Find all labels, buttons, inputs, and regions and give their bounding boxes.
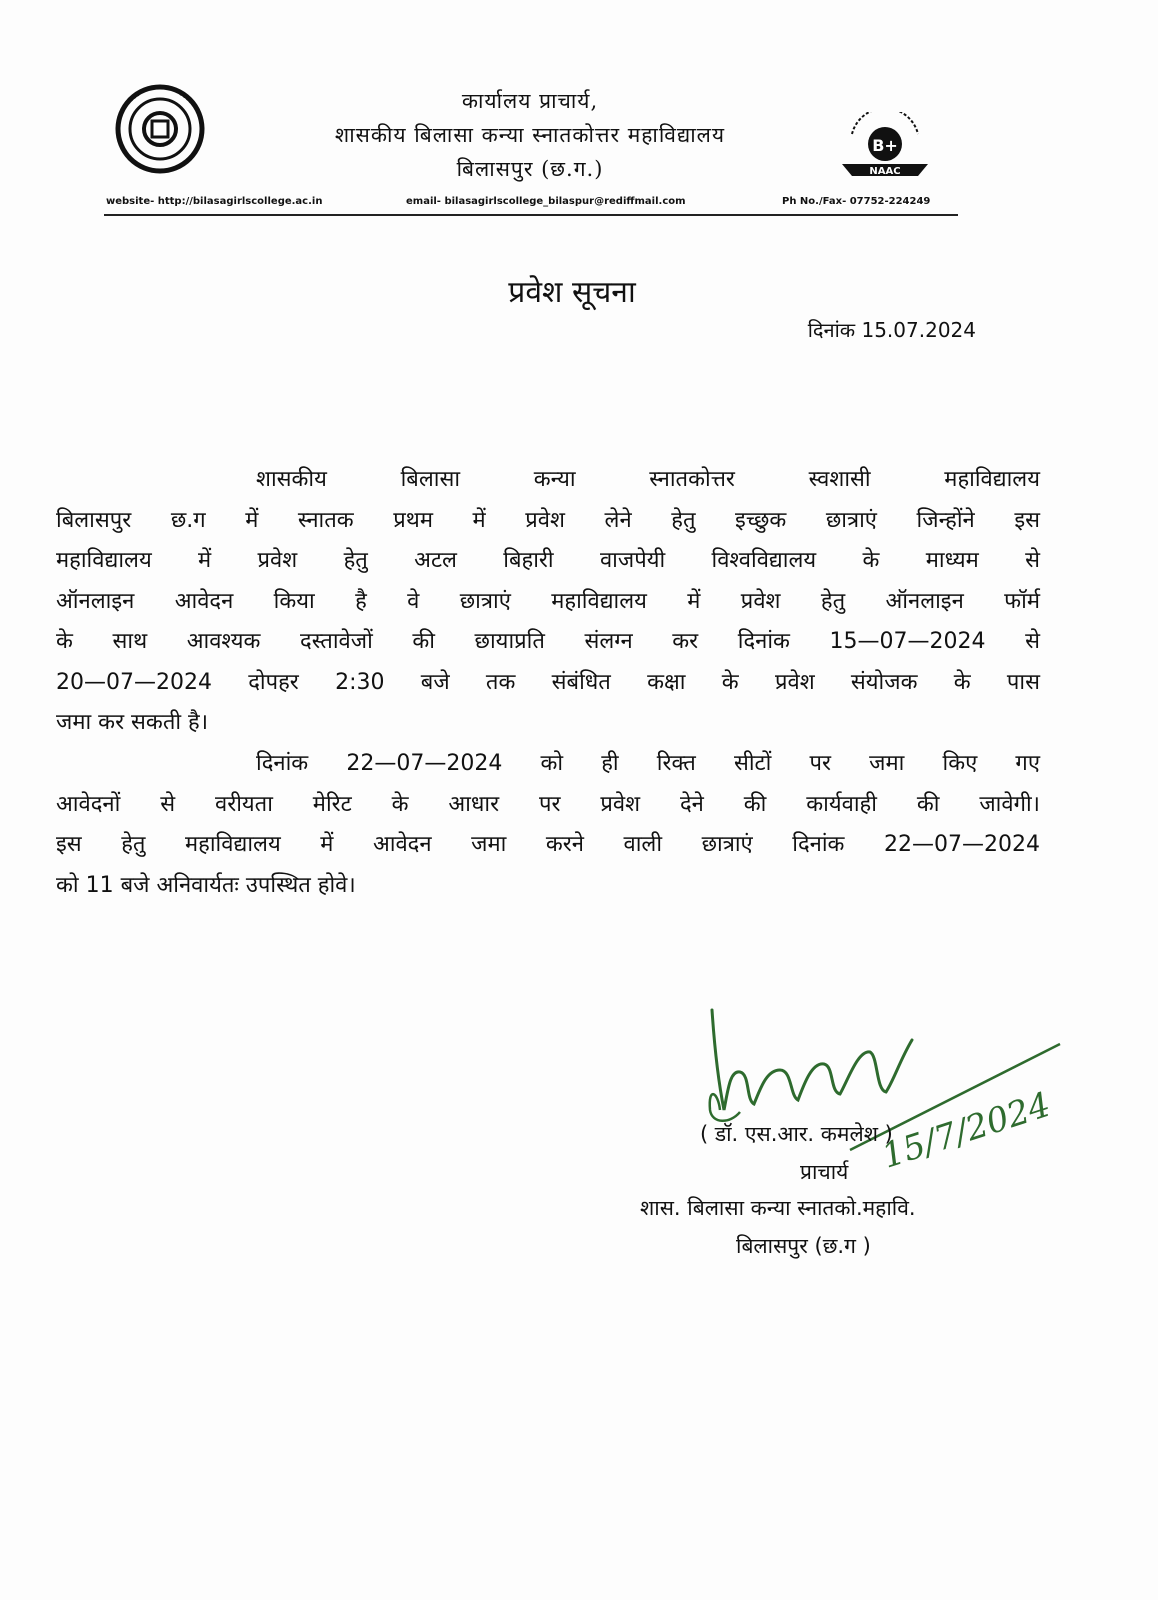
signatory-designation: प्राचार्य (800, 1160, 849, 1184)
phone-text: Ph No./Fax- 07752-224249 (782, 196, 931, 207)
email-text: email- bilasagirlscollege_bilaspur@rediffmail.com (406, 196, 686, 207)
paragraph-line: शासकीय बिलासा कन्या स्नातकोत्तर स्वशासी महाविद्यालय (256, 467, 1040, 492)
paragraph-line: जमा कर सकती है। (56, 710, 209, 735)
paragraph-line: को 11 बजे अनिवार्यतः उपस्थित होवे। (56, 872, 356, 898)
notice-title: प्रवेश सूचना (508, 275, 636, 310)
office-line: कार्यालय प्राचार्य, (461, 89, 599, 113)
city-line: बिलासपुर (छ.ग.) (456, 157, 604, 181)
naac-badge-icon (838, 112, 932, 182)
notice-date: दिनांक 15.07.2024 (807, 318, 976, 342)
paragraph-line: 20—07—2024 दोपहर 2:30 बजे तक संबंधित कक्षा के प्रवेश संयोजक के पास (56, 669, 1040, 695)
body-paragraph-1 (56, 460, 1040, 744)
college-name-line: शासकीय बिलासा कन्या स्नातकोत्तर महाविद्यालय (334, 123, 726, 147)
paragraph-line: इस हेतु महाविद्यालय में आवेदन जमा करने वाली छात्राएं दिनांक 22—07—2024 (56, 832, 1040, 857)
header-divider (104, 214, 958, 216)
college-emblem-icon (110, 84, 210, 174)
signatory-name: ( डॉ. एस.आर. कमलेश ) (700, 1122, 893, 1146)
website-text: website- http://bilasagirlscollege.ac.in (106, 196, 323, 207)
naac-label: NAAC (869, 166, 901, 177)
naac-grade: B+ (872, 136, 898, 155)
paragraph-line: के साथ आवश्यक दस्तावेजों की छायाप्रति संलग्न कर दिनांक 15—07—2024 से (56, 629, 1040, 654)
paragraph-line: महाविद्यालय में प्रवेश हेतु अटल बिहारी वाजपेयी विश्वविद्यालय के माध्यम से (56, 548, 1040, 573)
handwritten-date-text: 15/7/2024 (877, 1084, 1056, 1177)
paragraph-line: आवेदनों से वरीयता मेरिट के आधार पर प्रवेश देने की कार्यवाही की जावेगी। (56, 791, 1040, 817)
body-paragraph-2 (56, 744, 1040, 906)
letterhead-text (230, 84, 830, 186)
signatory-city: बिलासपुर (छ.ग ) (736, 1234, 871, 1258)
paragraph-line: बिलासपुर छ.ग में स्नातक प्रथम में प्रवेश लेने हेतु इच्छुक छात्राएं जिन्होंने इस (56, 507, 1040, 533)
paragraph-line: ऑनलाइन आवेदन किया है वे छात्राएं महाविद्यालय में प्रवेश हेतु ऑनलाइन फॉर्म (56, 588, 1040, 614)
signatory-college: शास. बिलासा कन्या स्नातको.महावि. (640, 1196, 916, 1220)
contact-row (104, 192, 952, 214)
paragraph-line: दिनांक 22—07—2024 को ही रिक्त सीटों पर जमा किए गए (256, 751, 1040, 776)
